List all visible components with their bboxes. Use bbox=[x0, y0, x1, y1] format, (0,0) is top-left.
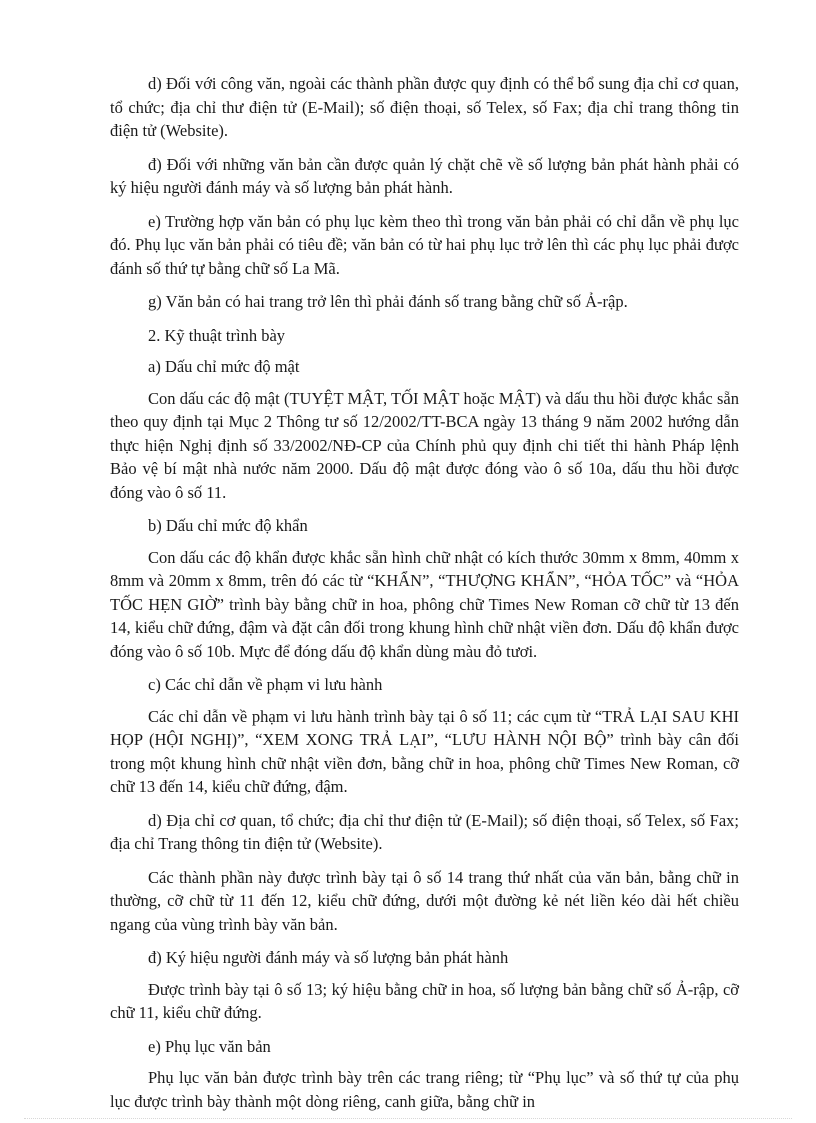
paragraph-communication-extras: d) Đối với công văn, ngoài các thành phần được quy định có thể bổ sung địa chỉ cơ quan, tổ chức; địa chỉ thư điện tử (E-Mail); số điện thoại, số Telex, số Fax; địa chỉ trang thông tin điện tử (Website). bbox=[110, 74, 739, 140]
subheading-secret-stamp: a) Dấu chỉ mức độ mật bbox=[148, 357, 300, 376]
paragraph-appendix-reference: e) Trường hợp văn bản có phụ lục kèm theo thì trong văn bản phải có chỉ dẫn về phụ lục đó. Phụ lục văn bản phải có tiêu đề; văn bản có từ hai phụ lục trở lên thì các phụ lục phải được đánh số thứ tự bằng chữ số La Mã. bbox=[110, 211, 739, 278]
subheading-circulation-scope: c) Các chỉ dẫn về phạm vi lưu hành bbox=[148, 675, 383, 694]
paragraph-circulation-scope: Các chỉ dẫn về phạm vi lưu hành trình bày tại ô số 11; các cụm từ “TRẢ LẠI SAU KHI HỌP (HỘI NGHỊ)”, “XEM XONG TRẢ LẠI”, “LƯU HÀNH NỘI BỘ” trình bày cân đối trong một khung hình chữ nhật viền đơn, bằng chữ in hoa, phông chữ Times New Roman, cỡ chữ 13 đến 14, kiểu chữ đứng, đậm. bbox=[110, 706, 739, 796]
paragraph-contact-layout: Các thành phần này được trình bày tại ô số 14 trang thứ nhất của văn bản, bằng chữ in thường, cỡ chữ từ 11 đến 12, kiểu chữ đứng, dưới một đường kẻ nét liền kéo dài hết chiều ngang của vùng trình bày văn bản. bbox=[110, 867, 739, 934]
subheading-typist-copies: đ) Ký hiệu người đánh máy và số lượng bản phát hành bbox=[148, 948, 509, 967]
subheading-urgent-stamp: b) Dấu chỉ mức độ khẩn bbox=[148, 516, 308, 535]
paragraph-appendix-layout: Phụ lục văn bản được trình bày trên các trang riêng; từ “Phụ lục” và số thứ tự của phụ lục được trình bày thành một dòng riêng, canh giữa, bằng chữ in bbox=[110, 1068, 739, 1111]
page-bottom-edge bbox=[24, 1118, 792, 1119]
paragraph-urgent-stamp: Con dấu các độ khẩn được khắc sẵn hình chữ nhật có kích thước 30mm x 8mm, 40mm x 8mm và 20mm x 8mm, trên đó các từ “KHẨN”, “THƯỢNG KHẨN”, “HỎA TỐC” và “HỎA TỐC HẸN GIỜ” trình bày bằng chữ in hoa, phông chữ Times New Roman cỡ chữ từ 13 đến 14, kiểu chữ đứng, đậm và đặt cân đối trong khung hình chữ nhật viền đơn. Dấu độ khẩn được đóng vào ô số 10b. Mực để đóng dấu độ khẩn dùng màu đỏ tươi. bbox=[110, 547, 739, 661]
section-heading-technique: 2. Kỹ thuật trình bày bbox=[148, 325, 286, 345]
paragraph-contact-info: d) Địa chỉ cơ quan, tổ chức; địa chỉ thư điện tử (E-Mail); số điện thoại, số Telex, số Fax; địa chỉ Trang thông tin điện tử (Website). bbox=[110, 810, 739, 853]
paragraph-page-numbering: g) Văn bản có hai trang trở lên thì phải đánh số trang bằng chữ số Ả-rập. bbox=[148, 292, 628, 311]
paragraph-typist-symbol: đ) Đối với những văn bản cần được quản lý chặt chẽ về số lượng bản phát hành phải có ký hiệu người đánh máy và số lượng bản phát hành. bbox=[110, 154, 739, 197]
subheading-appendix: e) Phụ lục văn bản bbox=[148, 1036, 271, 1056]
document-page bbox=[110, 72, 739, 1123]
paragraph-secret-stamp: Con dấu các độ mật (TUYỆT MẬT, TỐI MẬT hoặc MẬT) và dấu thu hồi được khắc sẵn theo quy định tại Mục 2 Thông tư số 12/2002/TT-BCA ngày 13 tháng 9 năm 2002 hướng dẫn thực hiện Nghị định số 33/2002/NĐ-CP của Chính phủ quy định chi tiết thi hành Pháp lệnh Bảo vệ bí mật nhà nước năm 2000. Dấu độ mật được đóng vào ô số 10a, dấu thu hồi được đóng vào ô số 11. bbox=[110, 388, 739, 502]
paragraph-typist-copies: Được trình bày tại ô số 13; ký hiệu bằng chữ in hoa, số lượng bản bằng chữ số Ả-rập, cỡ chữ 11, kiểu chữ đứng. bbox=[110, 979, 739, 1022]
